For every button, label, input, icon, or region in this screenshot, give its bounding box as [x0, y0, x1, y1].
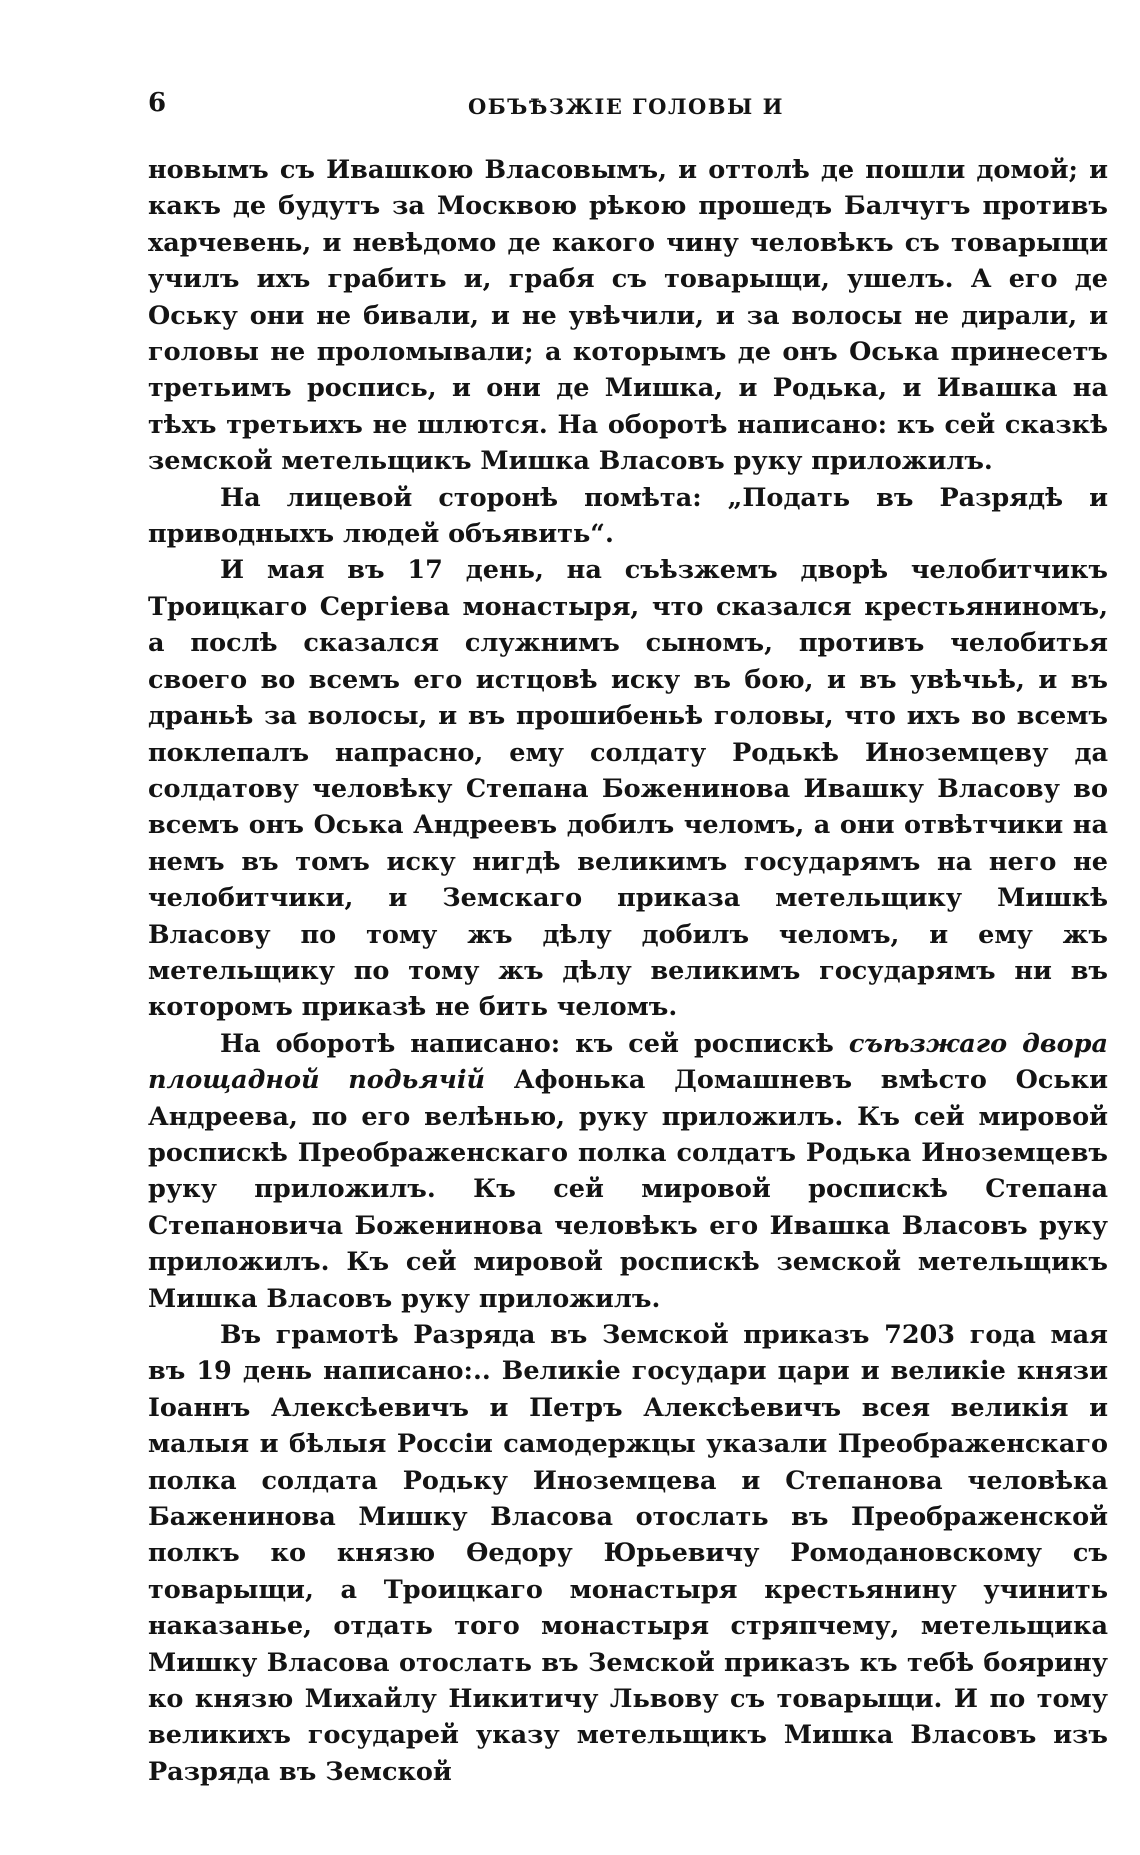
paragraph-4 — [148, 1026, 1108, 1317]
paragraph-5: Въ грамотѣ Разряда въ Земской приказъ 7203 года мая въ 19 день написано:.. Великіе государи цари и великіе князи Іоаннъ Алексѣевичъ и Петръ Алексѣевичъ всея великія и малыя и бѣлыя Россіи самодержцы указали Преображенскаго полка солдата Родьку Иноземцева и Степанова человѣка Баженинова Мишку Власова отослать въ Преображенской полкъ ко князю Ѳедору Юрьевичу Ромодановскому съ товарыщи, а Троицкаго монастыря крестьянину учинить наказанье, отдать того монастыря стряпчему, метельщика Мишку Власова отослать въ Земской приказъ къ тебѣ боярину ко князю Михайлу Никитичу Львову съ товарыщи. И по тому великихъ государей указу метельщикъ Мишка Власовъ изъ Разряда въ Земской — [148, 1320, 1108, 1787]
page-number: 6 — [148, 88, 167, 118]
page-header — [148, 88, 1088, 128]
paragraph-1: новымъ съ Ивашкою Власовымъ, и оттолѣ де пошли домой; и какъ де будутъ за Москвою рѣкою прошедъ Балчугъ противъ харчевень, и невѣдомо де какого чину человѣкъ съ товарыщи училъ ихъ грабить и, грабя съ товарыщи, ушелъ. А его де Оську они не бивали, и не увѣчили, и за волосы не дирали, и головы не проломывали; а которымъ де онъ Оська принесетъ третьимъ роспись, и они де Мишка, и Родька, и Ивашка на тѣхъ третьихъ не шлются. На оборотѣ написано: къ сей сказкѣ земской метельщикъ Мишка Власовъ руку приложилъ. — [148, 155, 1108, 477]
paragraph-4-italic: съѣзжаго двора площадной подьячій — [148, 1028, 1108, 1096]
body-text — [148, 152, 1108, 1790]
paragraph-2: На лицевой сторонѣ помѣта: „Подать въ Разрядѣ и приводныхъ людей объявить“. — [148, 482, 1108, 550]
paragraph-4-start: На оборотѣ написано: къ сей роспискѣ — [220, 1028, 849, 1059]
paragraph-3: И мая въ 17 день, на съѣзжемъ дворѣ челобитчикъ Троицкаго Сергіева монастыря, что сказался крестьяниномъ, а послѣ сказался служнимъ сыномъ, противъ челобитья своего во всемъ его истцовѣ иску въ бою, и въ увѣчьѣ, и въ драньѣ за волосы, и въ прошибеньѣ головы, что ихъ во всемъ поклепалъ напрасно, ему солдату Родькѣ Иноземцеву да солдатову человѣку Степана Боженинова Ивашку Власову во всемъ онъ Оська Андреевъ добилъ челомъ, а они отвѣтчики на немъ въ томъ иску нигдѣ великимъ государямъ на него не челобитчики, и Земскаго приказа метельщику Мишкѣ Власову по тому жъ дѣлу добилъ челомъ, и ему жъ метельщику по тому жъ дѣлу великимъ государямъ ни въ которомъ приказѣ не бить челомъ. — [148, 555, 1108, 1023]
paragraph-4-end: Афонька Домашневъ вмѣсто Оськи Андреева, по его велѣнью, руку приложилъ. Къ сей мировой роспискѣ Преображенскаго полка солдатъ Родька Иноземцевъ руку приложилъ. Къ сей мировой роспискѣ Степана Степановича Боженинова человѣкъ его Ивашка Власовъ руку приложилъ. Къ сей мировой роспискѣ земской метельщикъ Мишка Власовъ руку приложилъ. — [148, 1065, 1108, 1314]
running-title: ОБЪѢЗЖІЕ ГОЛОВЫ И — [468, 94, 784, 119]
